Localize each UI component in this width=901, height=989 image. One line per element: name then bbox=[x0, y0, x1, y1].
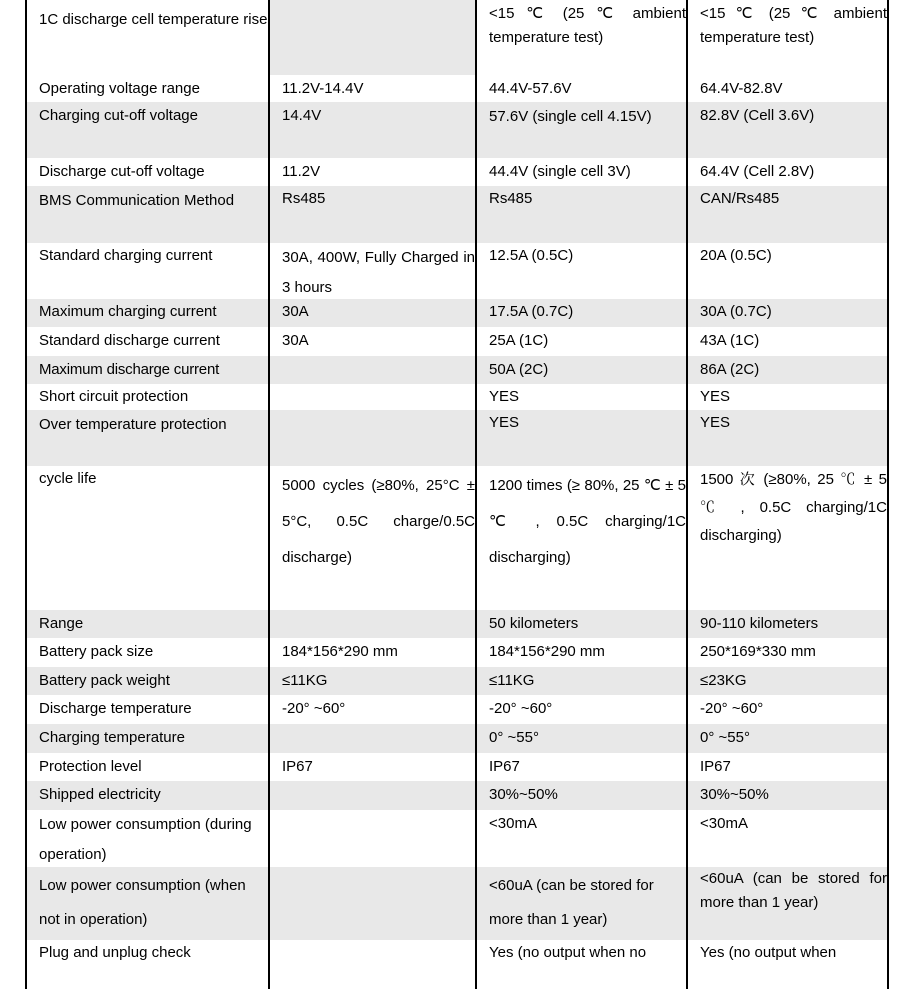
table-row bbox=[26, 638, 888, 667]
cell-12v: -20° ~60° bbox=[282, 700, 346, 717]
cell-12v: 30A bbox=[282, 332, 309, 349]
cell-48v: Yes (no output when no bbox=[489, 944, 647, 961]
column-divider bbox=[475, 0, 477, 989]
cell-12v: 14.4V bbox=[282, 107, 322, 124]
table-row bbox=[26, 724, 888, 753]
cell-72v: 0° ~55° bbox=[700, 729, 750, 746]
row-label: Range bbox=[39, 615, 84, 632]
cell-72v: 64.4V-82.8V bbox=[700, 80, 783, 97]
row-label: Maximum discharge current bbox=[39, 361, 220, 378]
cell-48v: YES bbox=[489, 388, 520, 405]
cell-12v bbox=[269, 410, 476, 466]
table-row bbox=[26, 299, 888, 327]
row-label: Discharge temperature bbox=[39, 700, 192, 717]
cell-12v bbox=[269, 610, 476, 638]
cell-48v: 44.4V-57.6V bbox=[489, 80, 572, 97]
cell-12v: 30A bbox=[282, 303, 309, 320]
table-row bbox=[26, 186, 888, 243]
table-row bbox=[26, 102, 888, 158]
row-label: Standard charging current bbox=[39, 247, 213, 264]
cell-12v: 30A, 400W, Fully Charged in 3 hours bbox=[282, 249, 475, 296]
row-label: Operating voltage range bbox=[39, 80, 200, 97]
row-label: 1C discharge cell temperature rise bbox=[39, 11, 268, 28]
cell-48v: 0° ~55° bbox=[489, 729, 539, 746]
cell-48v: <60uA (can be stored for more than 1 year) bbox=[489, 877, 654, 928]
table-row bbox=[26, 753, 888, 781]
cell-12v bbox=[269, 781, 476, 810]
row-label: Low power consumption (when not in operation) bbox=[39, 877, 246, 928]
cell-48v: -20° ~60° bbox=[489, 700, 553, 717]
table-row bbox=[26, 781, 888, 810]
cell-48v: IP67 bbox=[489, 758, 520, 775]
cell-48v: 57.6V (single cell 4.15V) bbox=[489, 108, 652, 125]
table-row bbox=[26, 695, 888, 724]
cell-72v: YES bbox=[700, 414, 731, 431]
cell-48v: 50A (2C) bbox=[489, 361, 549, 378]
cell-72v: ≤23KG bbox=[700, 672, 747, 689]
table-row bbox=[26, 327, 888, 356]
row-label: Charging temperature bbox=[39, 729, 185, 746]
row-label: Low power consumption (during operation) bbox=[39, 816, 252, 863]
cell-48v: 44.4V (single cell 3V) bbox=[489, 163, 631, 180]
cell-12v bbox=[269, 940, 476, 989]
row-label: Over temperature protection bbox=[39, 416, 227, 433]
cell-72v: 86A (2C) bbox=[700, 361, 760, 378]
cell-48v: 12.5A (0.5C) bbox=[489, 247, 574, 264]
row-label: Plug and unplug check bbox=[39, 944, 191, 961]
cell-12v bbox=[269, 0, 476, 75]
cell-72v: 64.4V (Cell 2.8V) bbox=[700, 163, 815, 180]
table-row bbox=[26, 667, 888, 695]
cell-12v: Rs485 bbox=[282, 190, 326, 207]
table-row bbox=[26, 867, 888, 940]
table-row bbox=[26, 940, 888, 989]
cell-72v: 30A (0.7C) bbox=[700, 303, 772, 320]
cell-72v: <30mA bbox=[700, 815, 748, 832]
column-divider bbox=[686, 0, 688, 989]
table-row bbox=[26, 75, 888, 102]
column-divider bbox=[268, 0, 270, 989]
cell-12v bbox=[269, 867, 476, 940]
cell-48v: ≤11KG bbox=[489, 672, 535, 689]
cell-48v: 25A (1C) bbox=[489, 332, 549, 349]
row-label: Battery pack weight bbox=[39, 672, 170, 689]
table-row bbox=[26, 356, 888, 384]
table-row bbox=[26, 410, 888, 466]
row-label: cycle life bbox=[39, 470, 97, 487]
table-row bbox=[26, 610, 888, 638]
cell-12v bbox=[269, 724, 476, 753]
cell-48v: <15 ℃ (25 ℃ ambient temperature test) bbox=[489, 5, 686, 46]
table-row bbox=[26, 243, 888, 299]
cell-72v: Yes (no output when bbox=[700, 944, 837, 961]
cell-72v: 30%~50% bbox=[700, 786, 769, 803]
row-label: Charging cut-off voltage bbox=[39, 107, 198, 124]
cell-72v: 82.8V (Cell 3.6V) bbox=[700, 107, 815, 124]
cell-48v: 30%~50% bbox=[489, 786, 558, 803]
cell-48v: 184*156*290 mm bbox=[489, 643, 605, 660]
cell-72v: 43A (1C) bbox=[700, 332, 760, 349]
cell-12v: ≤11KG bbox=[282, 672, 328, 689]
cell-72v: 90-110 kilometers bbox=[700, 615, 819, 632]
cell-72v: <15 ℃ (25 ℃ ambient temperature test) bbox=[700, 5, 887, 46]
row-label: Standard discharge current bbox=[39, 332, 220, 349]
row-label: Shipped electricity bbox=[39, 786, 161, 803]
row-label: Short circuit protection bbox=[39, 388, 189, 405]
cell-72v: 250*169*330 mm bbox=[700, 643, 816, 660]
table-row bbox=[26, 466, 888, 610]
cell-12v: 184*156*290 mm bbox=[282, 643, 398, 660]
row-label: BMS Communication Method bbox=[39, 192, 235, 209]
cell-12v bbox=[269, 356, 476, 384]
table-border-left bbox=[25, 0, 27, 989]
row-label: Maximum charging current bbox=[39, 303, 217, 320]
cell-12v: 11.2V bbox=[282, 163, 321, 180]
cell-12v: 5000 cycles (≥80%, 25°C ± 5°C, 0.5C charge/0.5C discharge) bbox=[282, 477, 475, 566]
cell-48v: 1200 times (≥ 80%, 25 ℃ ± 5 ℃ , 0.5C charging/1C discharging) bbox=[489, 477, 686, 566]
cell-12v: 11.2V-14.4V bbox=[282, 80, 364, 97]
cell-48v: Rs485 bbox=[489, 190, 533, 207]
cell-12v: IP67 bbox=[282, 758, 313, 775]
cell-72v: YES bbox=[700, 388, 731, 405]
cell-48v: YES bbox=[489, 414, 520, 431]
cell-12v bbox=[269, 810, 476, 867]
cell-72v: <60uA (can be stored for more than 1 year) bbox=[700, 870, 887, 911]
row-label: Battery pack size bbox=[39, 643, 154, 660]
cell-72v: IP67 bbox=[700, 758, 731, 775]
row-label: Discharge cut-off voltage bbox=[39, 163, 205, 180]
table-row bbox=[26, 158, 888, 186]
cell-72v: -20° ~60° bbox=[700, 700, 764, 717]
cell-72v: CAN/Rs485 bbox=[700, 190, 780, 207]
row-label: Protection level bbox=[39, 758, 142, 775]
table-row bbox=[26, 384, 888, 410]
cell-48v: 17.5A (0.7C) bbox=[489, 303, 574, 320]
table-row bbox=[26, 0, 888, 75]
cell-72v: 1500 次 (≥80%, 25 ℃ ± 5 ℃ , 0.5C charging/1C discharging) bbox=[700, 471, 887, 544]
cell-72v: 20A (0.5C) bbox=[700, 247, 772, 264]
table-border-right bbox=[887, 0, 889, 989]
cell-48v: <30mA bbox=[489, 815, 537, 832]
table-row bbox=[26, 810, 888, 867]
cell-12v bbox=[269, 384, 476, 410]
cell-48v: 50 kilometers bbox=[489, 615, 579, 632]
